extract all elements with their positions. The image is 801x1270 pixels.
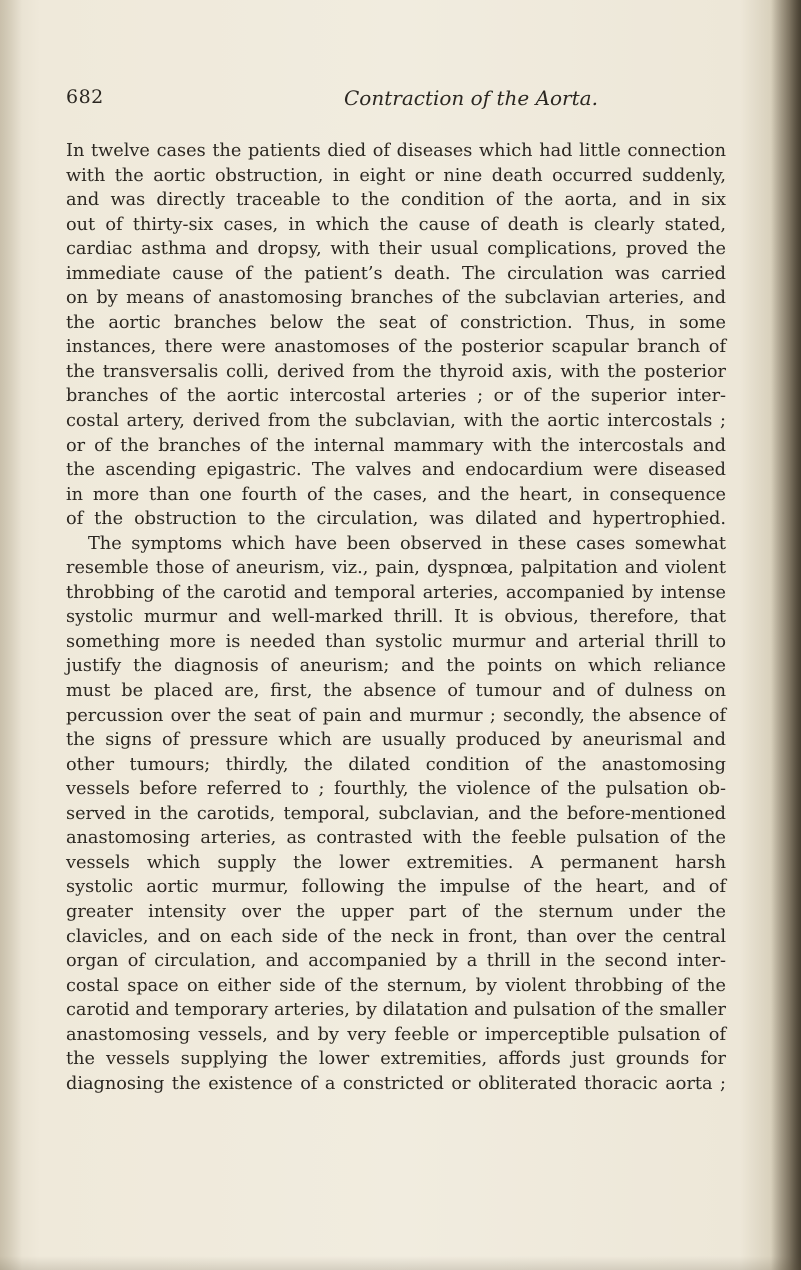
paragraph-start-line: The symptoms which have been observed in these cases somewhat [88, 533, 726, 554]
text-line: served in the carotids, temporal, subclavian, and the before-mentioned [66, 803, 726, 824]
text-line: and was directly traceable to the condition of the aorta, and in six [66, 190, 726, 211]
text-line: systolic murmur and well-marked thrill. It is obvious, therefore, that [66, 607, 726, 628]
text-line: justify the diagnosis of aneurism; and the points on which reliance [66, 656, 726, 677]
text-line: or of the branches of the internal mammary with the intercostals and [66, 435, 726, 456]
text-line: vessels which supply the lower extremities. A permanent harsh [66, 852, 726, 873]
text-line: the transversalis colli, derived from the thyroid axis, with the posterior [66, 361, 726, 382]
text-line: the ascending epigastric. The valves and endocardium were diseased [66, 460, 726, 481]
text-line: instances, there were anastomoses of the posterior scapular branch of [66, 337, 726, 358]
text-line: other tumours; thirdly, the dilated condition of the anastomosing [66, 754, 726, 775]
text-line: branches of the aortic intercostal arteries ; or of the superior inter- [66, 386, 726, 407]
text-line: greater intensity over the upper part of the sternum under the [66, 901, 726, 922]
text-line: on by means of anastomosing branches of the subclavian arteries, and [66, 288, 726, 309]
text-line: clavicles, and on each side of the neck in front, than over the central [66, 926, 726, 947]
page-number: 682 [66, 86, 104, 108]
text-line: costal artery, derived from the subclavian, with the aortic intercostals ; [66, 411, 726, 432]
text-line: something more is needed than systolic murmur and arterial thrill to [66, 631, 726, 652]
text-line: of the obstruction to the circulation, was dilated and hypertrophied. [66, 509, 726, 530]
text-line: diagnosing the existence of a constricted or obliterated thoracic aorta ; [66, 1073, 726, 1094]
page-bottom-shadow [0, 1256, 801, 1270]
text-line: organ of circulation, and accompanied by a thrill in the second inter- [66, 951, 726, 972]
text-line: must be placed are, first, the absence of tumour and of dulness on [66, 681, 726, 702]
text-line: in more than one fourth of the cases, and the heart, in consequence [66, 484, 726, 505]
text-line: immediate cause of the patient’s death. The circulation was carried [66, 263, 726, 284]
text-line: vessels before referred to ; fourthly, the violence of the pulsation ob- [66, 779, 726, 800]
page-header [66, 86, 726, 116]
text-line: In twelve cases the patients died of diseases which had little connection [66, 141, 726, 161]
text-line: the signs of pressure which are usually produced by aneurismal and [66, 730, 726, 751]
text-line: carotid and temporary arteries, by dilatation and pulsation of the smaller [66, 1000, 726, 1021]
text-line: percussion over the seat of pain and murmur ; secondly, the absence of [66, 705, 726, 726]
text-line: anastomosing vessels, and by very feeble or imperceptible pulsation of [66, 1024, 726, 1045]
text-line: costal space on either side of the sternum, by violent throbbing of the [66, 975, 726, 996]
text-line: resemble those of aneurism, viz., pain, dyspnœa, palpitation and violent [66, 558, 726, 579]
text-line: throbbing of the carotid and temporal arteries, accompanied by intense [66, 582, 726, 603]
text-line: the aortic branches below the seat of constriction. Thus, in some [66, 312, 726, 333]
text-line: cardiac asthma and dropsy, with their usual complications, proved the [66, 239, 726, 260]
page-edge-shadow [771, 0, 801, 1270]
text-line: anastomosing arteries, as contrasted with the feeble pulsation of the [66, 828, 726, 849]
text-line: out of thirty-six cases, in which the cause of death is clearly stated, [66, 214, 726, 235]
body-text [66, 139, 726, 1096]
text-line: systolic aortic murmur, following the impulse of the heart, and of [66, 877, 726, 898]
running-title: Contraction of the Aorta. [344, 86, 598, 110]
gutter-shadow [0, 0, 22, 1270]
text-line: with the aortic obstruction, in eight or nine death occurred suddenly, [66, 165, 726, 186]
text-line: the vessels supplying the lower extremities, affords just grounds for [66, 1049, 726, 1070]
